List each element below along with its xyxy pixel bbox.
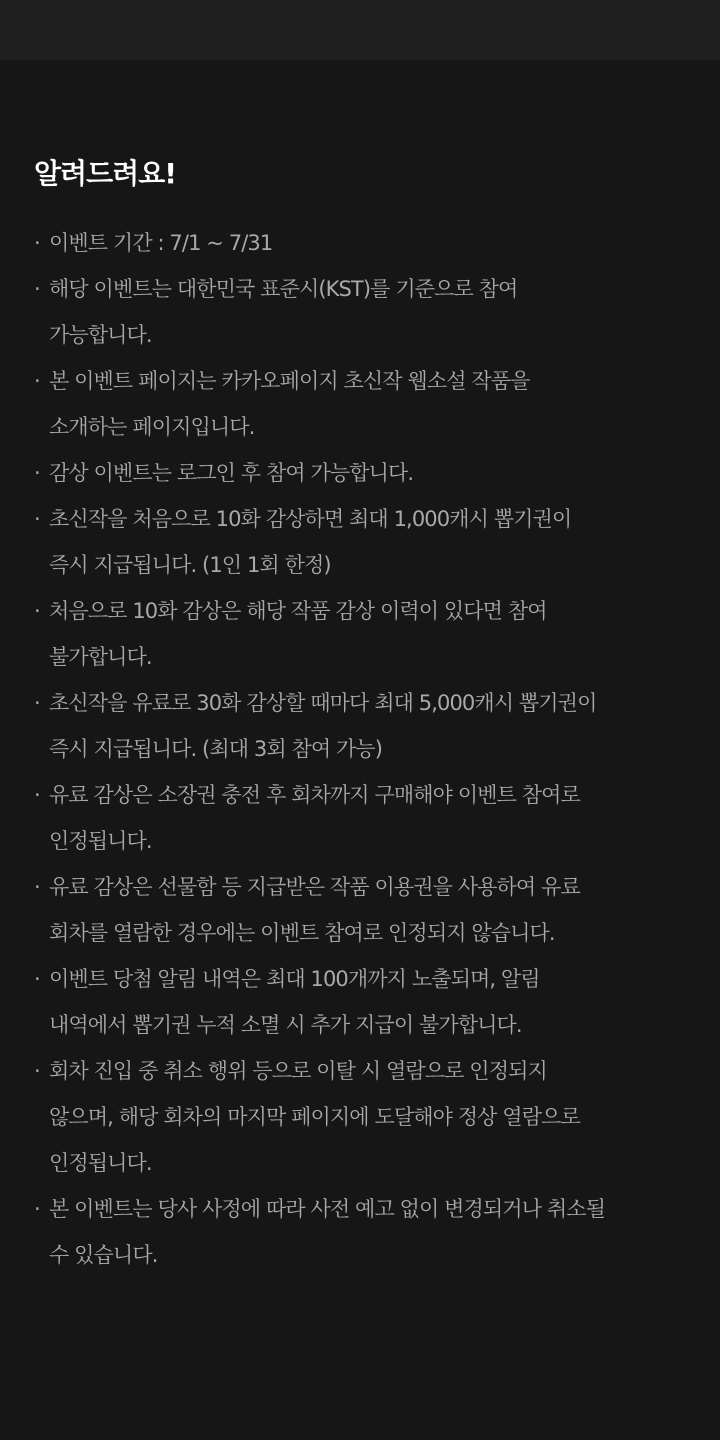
notice-item-text: 초신작을 유료로 30화 감상할 때마다 최대 5,000캐시 뽑기권이 즉시 지급됩니다. (최대 3회 참여 가능): [49, 691, 597, 761]
notice-item-text: 이벤트 기간 : 7/1 ~ 7/31: [49, 231, 273, 255]
notice-item-text: 처음으로 10화 감상은 해당 작품 감상 이력이 있다면 참여 불가합니다.: [49, 599, 547, 669]
notice-item-text: 유료 감상은 소장권 충전 후 회차까지 구매해야 이벤트 참여로 인정됩니다.: [49, 783, 580, 853]
notice-item: [34, 1186, 686, 1278]
notice-item-text: 회차 진입 중 취소 행위 등으로 이탈 시 열람으로 인정되지 않으며, 해당 회차의 마지막 페이지에 도달해야 정상 열람으로 인정됩니다.: [49, 1059, 580, 1175]
bullet: ·: [34, 691, 40, 715]
notice-item: [34, 588, 686, 680]
notice-title: 알려드려요!: [34, 157, 177, 190]
notice-item: [34, 450, 686, 496]
notice-item: [34, 680, 686, 772]
notice-item-text: 해당 이벤트는 대한민국 표준시(KST)를 기준으로 참여 가능합니다.: [49, 277, 518, 347]
bullet: ·: [34, 967, 40, 991]
notice-list: [34, 220, 686, 1278]
notice-section: [34, 152, 686, 1278]
bullet: ·: [34, 461, 40, 485]
notice-item: [34, 266, 686, 358]
top-bar: [0, 0, 720, 60]
notice-item: [34, 956, 686, 1048]
bullet: ·: [34, 1197, 40, 1221]
bullet: ·: [34, 1059, 40, 1083]
bullet: ·: [34, 231, 40, 255]
notice-item-text: 이벤트 당첨 알림 내역은 최대 100개까지 노출되며, 알림 내역에서 뽑기권 누적 소멸 시 추가 지급이 불가합니다.: [49, 967, 540, 1037]
notice-item: [34, 220, 686, 266]
bullet: ·: [34, 875, 40, 899]
notice-item: [34, 772, 686, 864]
bullet: ·: [34, 783, 40, 807]
bullet: ·: [34, 277, 40, 301]
notice-item: [34, 1048, 686, 1186]
notice-item-text: 초신작을 처음으로 10화 감상하면 최대 1,000캐시 뽑기권이 즉시 지급됩니다. (1인 1회 한정): [49, 507, 572, 577]
bullet: ·: [34, 507, 40, 531]
bullet: ·: [34, 369, 40, 393]
notice-item-text: 본 이벤트는 당사 사정에 따라 사전 예고 없이 변경되거나 취소될 수 있습니다.: [49, 1197, 606, 1267]
notice-item-text: 유료 감상은 선물함 등 지급받은 작품 이용권을 사용하여 유료 회차를 열람한 경우에는 이벤트 참여로 인정되지 않습니다.: [49, 875, 580, 945]
notice-item-text: 본 이벤트 페이지는 카카오페이지 초신작 웹소설 작품을 소개하는 페이지입니다.: [49, 369, 530, 439]
bullet: ·: [34, 599, 40, 623]
notice-item: [34, 864, 686, 956]
notice-item-text: 감상 이벤트는 로그인 후 참여 가능합니다.: [49, 461, 414, 485]
notice-item: [34, 358, 686, 450]
notice-item: [34, 496, 686, 588]
